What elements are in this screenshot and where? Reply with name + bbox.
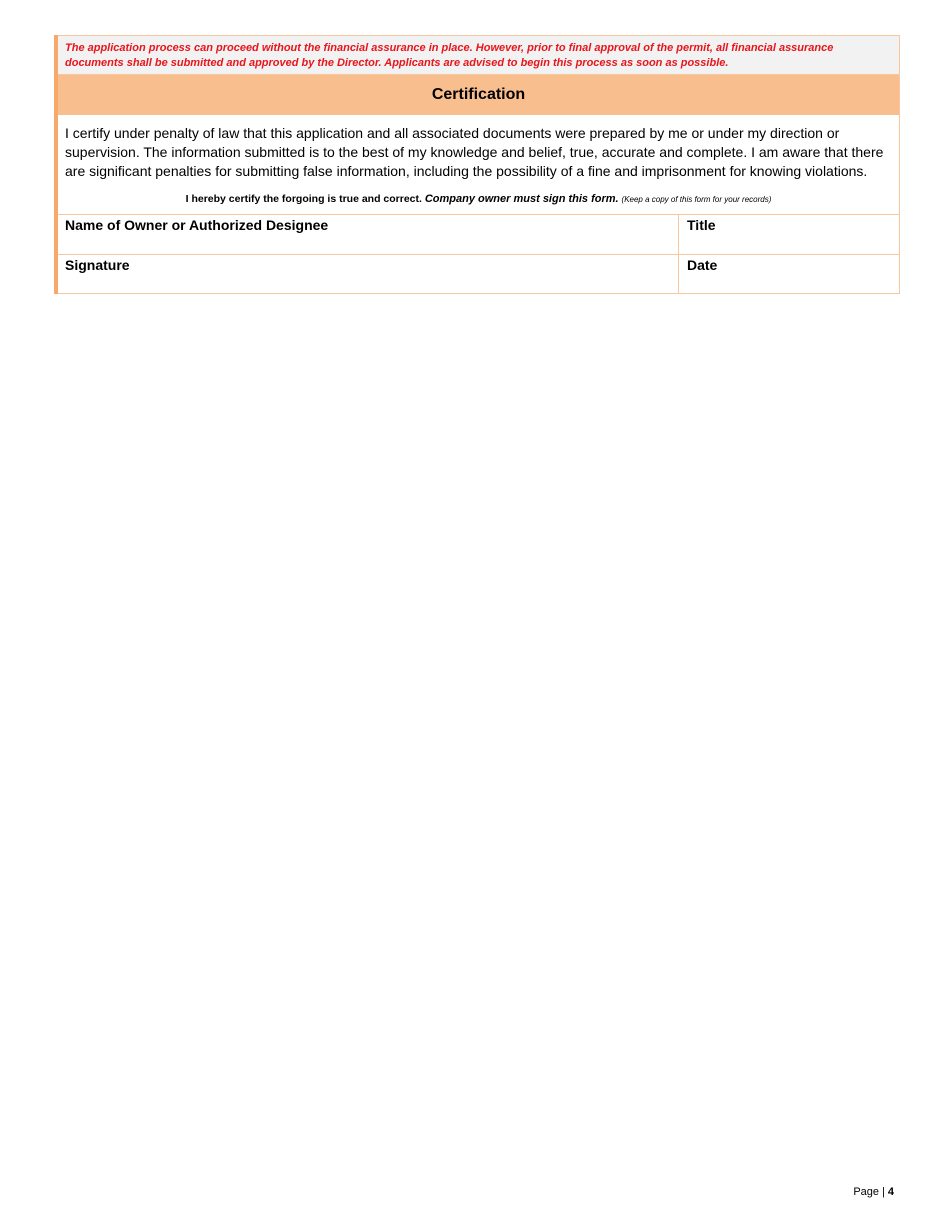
page-footer [853, 1186, 894, 1198]
signature-field[interactable] [58, 255, 679, 293]
certification-statement: I certify under penalty of law that this application and all associated documents were prepared by me or under my direction or supervision. The information submitted is to the best of my knowledge and belief, true, accurate and complete. I am aware that there are significant penalties for submitting false information, including the possibility of a fine and imprisonment for knowing violations. [58, 115, 900, 181]
certification-header: Certification [58, 75, 900, 115]
owner-name-label: Name of Owner or Authorized Designee [65, 217, 329, 233]
financial-assurance-notice: The application process can proceed without the financial assurance in place. However, prior to final approval of the permit, all financial assurance documents shall be submitted and approved by the Director. Applicants are advised to begin this process as soon as possible. [58, 35, 900, 75]
date-field[interactable] [679, 255, 899, 293]
signature-label: Signature [65, 257, 130, 273]
date-label: Date [687, 257, 718, 273]
page-label: Page [853, 1186, 880, 1198]
signature-date-row [58, 254, 900, 294]
keep-copy-note: (Keep a copy of this form for your records) [621, 195, 772, 204]
owner-must-sign-text: Company owner must sign this form. [424, 193, 619, 205]
title-label: Title [687, 217, 716, 233]
certification-form [54, 35, 900, 294]
certify-true-text: I hereby certify the forgoing is true and correct. [185, 193, 422, 205]
certify-line [58, 181, 900, 214]
page-number: 4 [887, 1186, 894, 1198]
owner-name-field[interactable] [58, 215, 679, 254]
name-title-row [58, 214, 900, 254]
page-separator: | [882, 1186, 885, 1198]
title-field[interactable] [679, 215, 899, 254]
